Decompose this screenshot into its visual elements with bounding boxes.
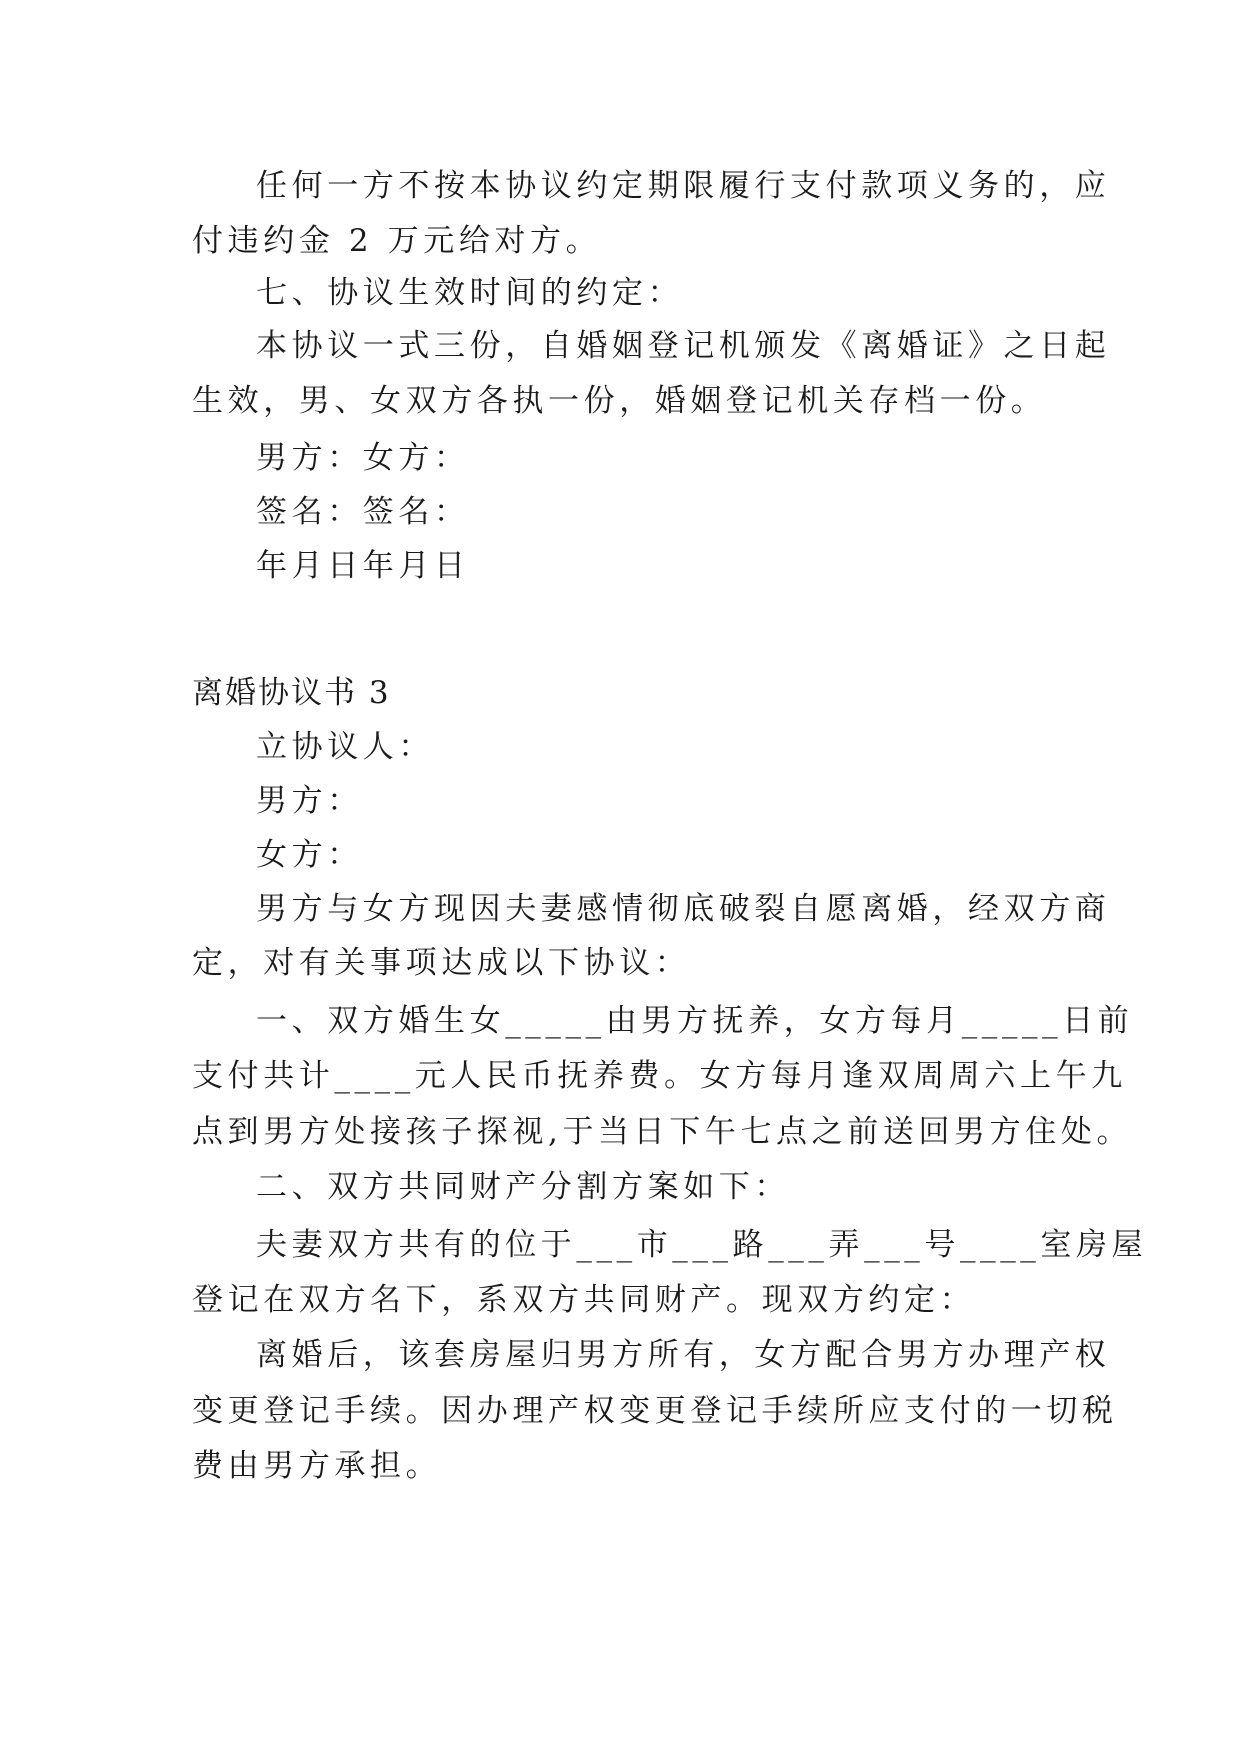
custody-clause-line-3: 点到男方处接孩子探视,于当日下午七点之前送回男方住处。 — [192, 1114, 1133, 1150]
property-clause-line-1: 夫妻双方共有的位于___市___路___弄___号____室房屋 — [256, 1227, 1148, 1263]
penalty-clause-line-2: 付违约金 2 万元给对方。 — [192, 223, 602, 259]
property-clause-line-2: 登记在双方名下，系双方共同财产。现双方约定： — [192, 1282, 976, 1318]
penalty-clause-line-1: 任何一方不按本协议约定期限履行支付款项义务的，应 — [256, 168, 1111, 204]
signature-parties: 男方：女方： — [256, 440, 470, 476]
custody-clause-line-2: 支付共计____元人民币抚养费。女方每月逢双周周六上午九 — [192, 1058, 1127, 1094]
party-male: 男方： — [256, 783, 363, 819]
property-arrangement-line-3: 费由男方承担。 — [192, 1448, 442, 1484]
intro-line-2: 定，对有关事项达成以下协议： — [192, 945, 691, 981]
custody-clause-line-1: 一、双方婚生女_____由男方抚养，女方每月_____日前 — [256, 1003, 1134, 1039]
intro-line-1: 男方与女方现因夫妻感情彻底破裂自愿离婚，经双方商 — [256, 891, 1111, 927]
party-intro: 立协议人： — [256, 729, 434, 765]
property-arrangement-line-1: 离婚后，该套房屋归男方所有，女方配合男方办理产权 — [256, 1337, 1111, 1373]
signature-dates: 年月日年月日 — [256, 548, 470, 584]
effective-clause-line-1: 本协议一式三份，自婚姻登记机颁发《离婚证》之日起 — [256, 328, 1111, 364]
effective-time-heading: 七、协议生效时间的约定： — [256, 275, 684, 311]
property-heading: 二、双方共同财产分割方案如下： — [256, 1169, 790, 1205]
effective-clause-line-2: 生效，男、女双方各执一份，婚姻登记机关存档一份。 — [192, 383, 1047, 419]
signature-names: 签名：签名： — [256, 494, 470, 530]
party-female: 女方： — [256, 837, 363, 873]
property-arrangement-line-2: 变更登记手续。因办理产权变更登记手续所应支付的一切税 — [192, 1393, 1118, 1429]
agreement-title: 离婚协议书 3 — [192, 675, 391, 711]
